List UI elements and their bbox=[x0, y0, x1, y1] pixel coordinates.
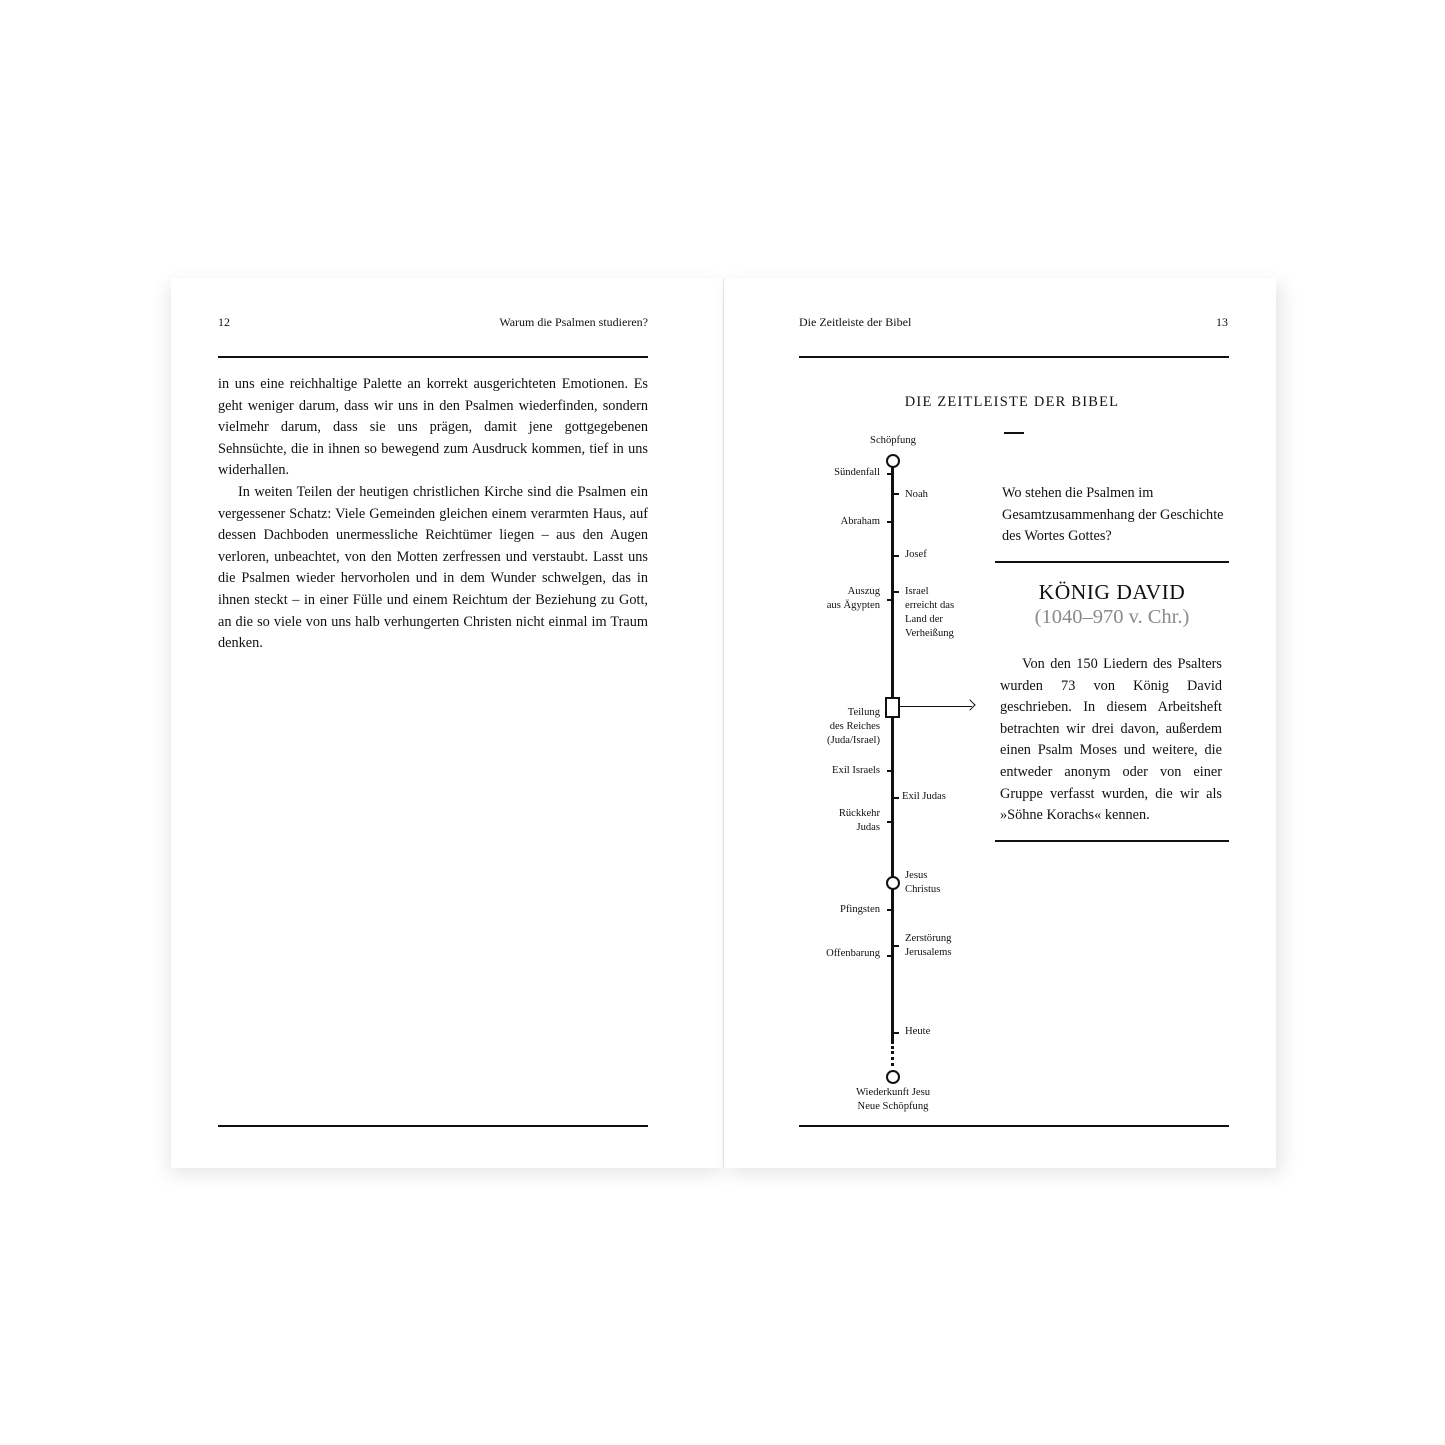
timeline-arrow bbox=[900, 706, 972, 707]
event-zerstoerung: Zerstörung Jerusalems bbox=[905, 933, 952, 958]
sidebar-rule-bottom bbox=[995, 840, 1229, 842]
timeline-tick bbox=[887, 599, 892, 601]
event-offenbarung: Offenbarung bbox=[826, 948, 880, 959]
timeline-tick bbox=[894, 797, 899, 799]
timeline-tick bbox=[887, 909, 892, 911]
timeline-tick bbox=[887, 521, 892, 523]
body-text-left bbox=[218, 374, 648, 655]
timeline-line bbox=[891, 466, 894, 1044]
left-page bbox=[171, 278, 723, 1168]
sidebar-rule-top bbox=[995, 561, 1229, 563]
timeline-node-start bbox=[886, 454, 900, 468]
footer-rule-left bbox=[218, 1125, 648, 1127]
sidebar-title: KÖNIG DAVID bbox=[1038, 580, 1186, 604]
page-number-right: 13 bbox=[1216, 315, 1228, 329]
timeline-tick bbox=[887, 770, 892, 772]
event-wiederkunft: Wiederkunft Jesu Neue Schöpfung bbox=[855, 1087, 930, 1112]
event-exil-judas: Exil Judas bbox=[902, 791, 946, 802]
timeline-tick bbox=[894, 591, 899, 593]
running-head-right: Die Zeitleiste der Bibel bbox=[799, 315, 912, 329]
timeline-tick bbox=[887, 821, 892, 823]
header-rule-right bbox=[799, 356, 1229, 358]
page-number-left: 12 bbox=[218, 315, 230, 329]
event-exil-israels: Exil Israels bbox=[832, 765, 880, 776]
header-rule-left bbox=[218, 356, 648, 358]
timeline-node-jesus bbox=[886, 876, 900, 890]
timeline-title: DIE ZEITLEISTE DER BIBEL bbox=[904, 394, 1120, 410]
event-israel-land: Israel erreicht das Land der Verheißung bbox=[905, 586, 955, 639]
event-jesus: Jesus Christus bbox=[905, 870, 941, 895]
footer-rule-right bbox=[799, 1125, 1229, 1127]
timeline-tick bbox=[894, 945, 899, 947]
question-text: Wo stehen die Psalmen im Gesamtzusammenhang der Geschichte des Wortes Gottes? bbox=[1002, 485, 1224, 545]
sidebar-dates: (1040–970 v. Chr.) bbox=[1034, 606, 1190, 628]
event-teilung: Teilung des Reiches (Juda/Israel) bbox=[827, 707, 880, 746]
paragraph: in uns eine reichhaltige Palette an korrekt ausgerichteten Emotionen. Es geht weniger darum, dass wir uns in den Psalmen wiederfinden, sondern vielmehr darum, dass sie uns prägen, damit jene gottgegebenen Sehnsüchte, die in ihnen so bewegend zum Ausdruck kommen, tief in uns widerhallen. bbox=[218, 376, 648, 479]
event-pfingsten: Pfingsten bbox=[839, 904, 880, 915]
timeline-tick bbox=[887, 473, 892, 475]
paragraph: In weiten Teilen der heutigen christlichen Kirche sind die Psalmen ein vergessener Schatz: Viele Gemeinden gleichen einem verarmten Haus, auf dessen Dachboden unermessliche Reichtümer liegen – aus den Augen verloren, unbeachtet, von den Motten zerfressen und verstaubt. Lasst uns die Psalmen wieder hervorholen und in dem Wunder schwelgen, das in ihnen steckt – in einer Fülle und einem Reichtum der Beziehung zu Gott, an die so viele von uns halb verhungerten Christen nicht einmal im Traum denken. bbox=[218, 483, 648, 652]
event-suendenfall: Sündenfall bbox=[834, 467, 880, 478]
event-auszug: Auszug aus Ägypten bbox=[826, 586, 880, 611]
arrow-head-icon bbox=[964, 699, 975, 710]
event-heute: Heute bbox=[905, 1026, 931, 1037]
event-josef: Josef bbox=[905, 549, 927, 560]
timeline-node-end bbox=[886, 1070, 900, 1084]
timeline-dotted-line bbox=[891, 1046, 894, 1066]
event-noah: Noah bbox=[905, 489, 928, 500]
timeline-tick bbox=[894, 493, 899, 495]
timeline-tick bbox=[894, 555, 899, 557]
timeline-tick bbox=[894, 1032, 899, 1034]
right-page bbox=[724, 278, 1276, 1168]
sidebar-text: Von den 150 Liedern des Psalters wurden 73 von König David geschrieben. In diesem Arbeitsheft betrachten wir drei davon, außerdem einen Psalm Moses und weitere, die entweder anonym oder von einer Gruppe verfasst wurden, die wir als »Söhne Korachs« kennen. bbox=[1000, 656, 1222, 824]
running-head-left: Warum die Psalmen studieren? bbox=[499, 315, 648, 329]
title-dash bbox=[1004, 432, 1024, 434]
event-rueckkehr: Rückkehr Judas bbox=[838, 808, 880, 833]
timeline-tick bbox=[887, 955, 892, 957]
event-abraham: Abraham bbox=[840, 516, 880, 527]
event-schoepfung: Schöpfung bbox=[870, 435, 916, 446]
timeline-node-david bbox=[885, 697, 900, 718]
